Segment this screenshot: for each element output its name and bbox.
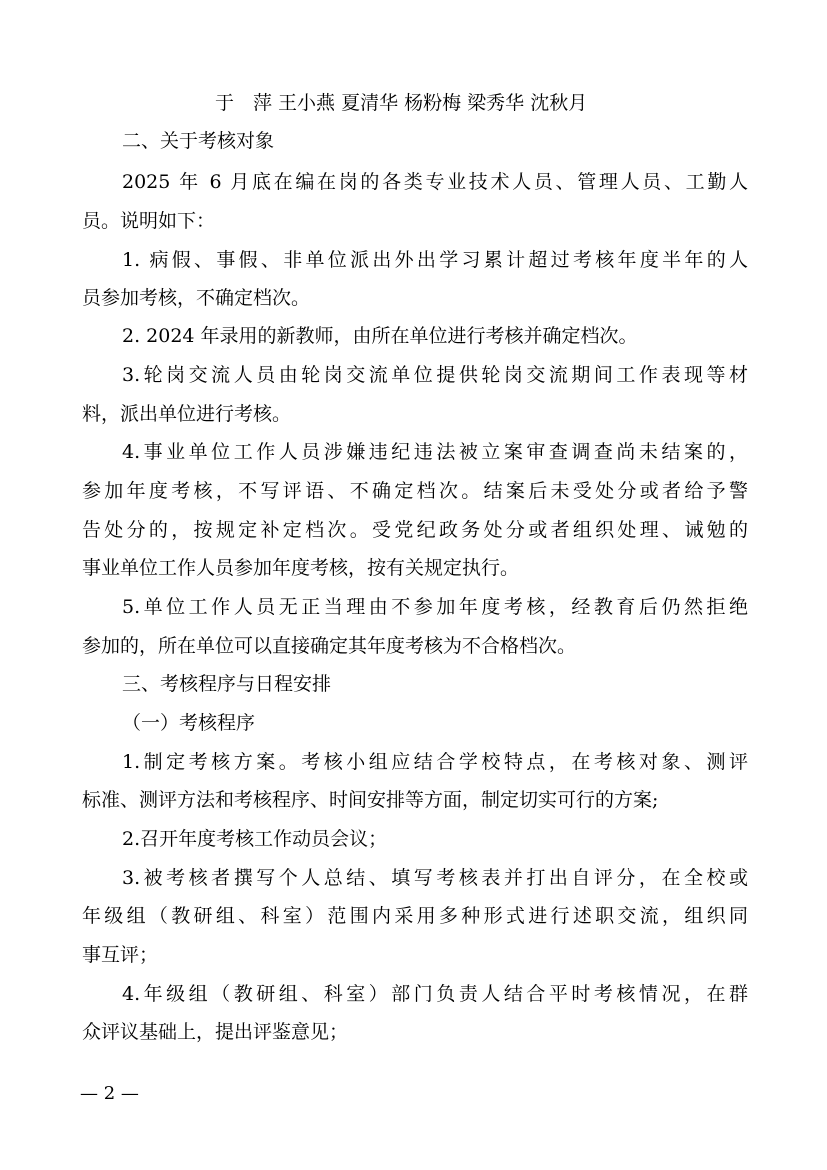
paragraph-line: 2.召开年度考核工作动员会议； xyxy=(122,828,388,850)
names-line: 于 萍 王小燕 夏清华 杨粉梅 梁秀华 沈秋月 xyxy=(215,92,588,114)
paragraph-line: 标准、测评方法和考核程序、时间安排等方面，制定切实可行的方案; xyxy=(82,789,659,811)
paragraph-line: 3.轮岗交流人员由轮岗交流单位提供轮岗交流期间工作表现等材 xyxy=(122,364,748,386)
page-number: — 2 — xyxy=(80,1083,139,1104)
section-heading: 三、考核程序与日程安排 xyxy=(122,673,332,695)
paragraph-line: 众评议基础上，提出评鉴意见； xyxy=(82,1021,349,1043)
paragraph-line: 参加的，所在单位可以直接确定其年度考核为不合格档次。 xyxy=(82,635,577,657)
paragraph-line: 5.单位工作人员无正当理由不参加年度考核，经教育后仍然拒绝 xyxy=(122,596,748,618)
paragraph-line: 事业单位工作人员参加年度考核，按有关规定执行。 xyxy=(82,557,520,579)
paragraph-line: 员参加考核，不确定档次。 xyxy=(82,287,311,309)
paragraph-line: 1. 病假、事假、非单位派出外出学习累计超过考核年度半年的人 xyxy=(122,249,748,271)
paragraph-line: 3.被考核者撰写个人总结、填写考核表并打出自评分，在全校或 xyxy=(122,867,748,889)
paragraph-line: 2025 年 6 月底在编在岗的各类专业技术人员、管理人员、工勤人 xyxy=(122,171,748,193)
paragraph-line: 料，派出单位进行考核。 xyxy=(82,403,292,425)
paragraph-line: 事互评； xyxy=(82,944,159,966)
paragraph-line: 告处分的，按规定补定档次。受党纪政务处分或者组织处理、诫勉的 xyxy=(82,519,748,541)
paragraph-line: 4.年级组（教研组、科室）部门负责人结合平时考核情况，在群 xyxy=(122,983,748,1005)
paragraph-line: 1.制定考核方案。考核小组应结合学校特点，在考核对象、测评 xyxy=(122,751,748,773)
section-heading: 二、关于考核对象 xyxy=(122,130,275,152)
paragraph-line: 2. 2024 年录用的新教师，由所在单位进行考核并确定档次。 xyxy=(122,325,638,347)
paragraph-line: 4.事业单位工作人员涉嫌违纪违法被立案审查调查尚未结案的， xyxy=(122,441,748,463)
paragraph-line: 参加年度考核，不写评语、不确定档次。结案后未受处分或者给予警 xyxy=(82,480,748,502)
paragraph-line: 员。说明如下： xyxy=(82,210,216,232)
paragraph-line: 年级组（教研组、科室）范围内采用多种形式进行述职交流，组织同 xyxy=(82,905,748,927)
subsection-heading: （一）考核程序 xyxy=(122,712,256,734)
